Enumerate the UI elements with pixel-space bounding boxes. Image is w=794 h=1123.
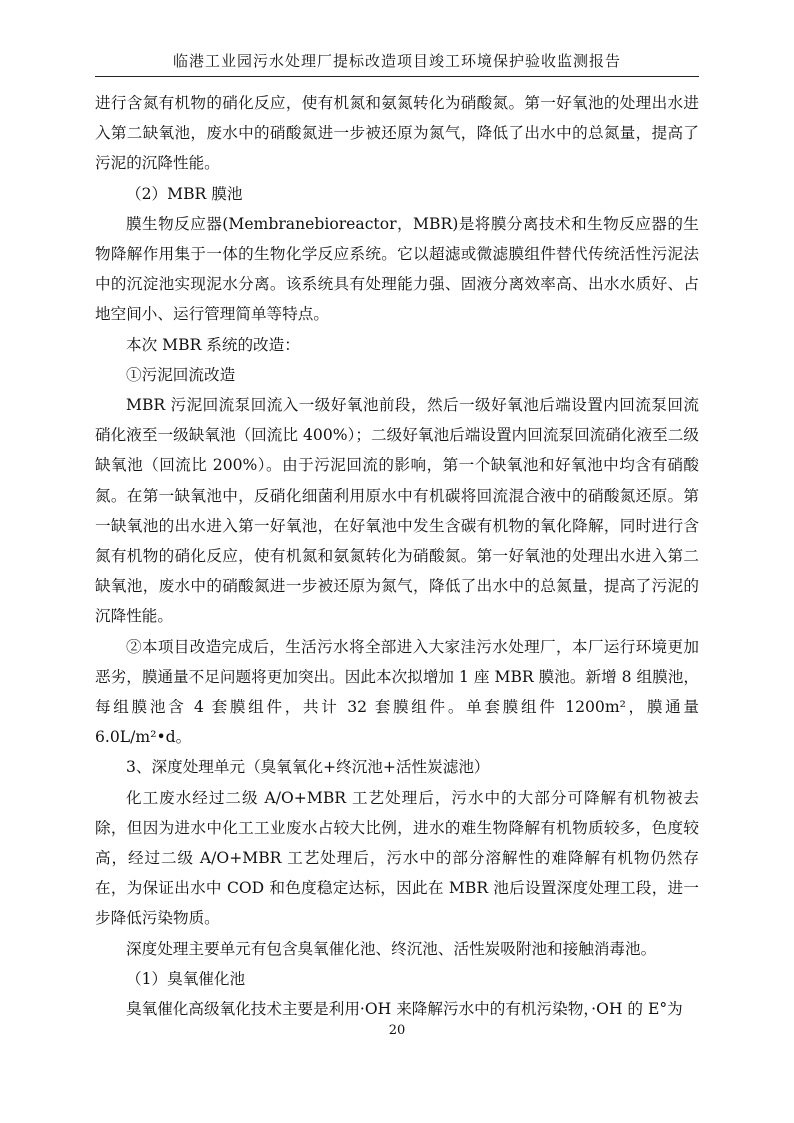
paragraph-membrane-expansion: ②本项目改造完成后，生活污水将全部进入大家洼污水处理厂，本厂运行环境更加恶劣，膜通量不足问题将更加突出。因此本次拟增加 1 座 MBR 膜池。新增 8 组膜池，每组膜池含 4 套膜组件，共计 32 套膜组件。单套膜组件 1200m²，膜通量 6.0L/m²•d。 [95,637,699,747]
page-number: 20 [388,1023,406,1038]
paragraph-sludge-return: MBR 污泥回流泵回流入一级好氧池前段，然后一级好氧池后端设置内回流泵回流硝化液至一级缺氧池（回流比 400%）；二级好氧池后端设置内回流泵回流硝化液至二级缺氧池（回流比 200%）。由于污泥回流的影响，第一个缺氧池和好氧池中均含有硝酸氮。在第一缺氧池中，反硝化细菌利用原水中有机碳将回流混合液中的硝酸氮还原。第一缺氧池的出水进入第一好氧池，在好氧池中发生含碳有机物的氧化降解，同时进行含氮有机物的硝化反应，使有机氮和氨氮转化为硝酸氮。第一好氧池的处理出水进入第二缺氧池，废水中的硝酸氮进一步被还原为氮气，降低了出水中的总氮量，提高了污泥的沉降性能。 [95,396,699,626]
header-divider [95,76,699,77]
page-header: 临港工业园污水处理厂提标改造项目竣工环境保护验收监测报告 [172,52,621,70]
section-heading-ozone: （1）臭氧催化池 [126,969,246,988]
document-body [95,88,699,1024]
section-heading-mbr: （2）MBR 膜池 [126,184,243,203]
subheading-sludge-return: ①污泥回流改造 [126,365,236,384]
paragraph-ozone: 臭氧催化高级氧化技术主要是利用·OH 来降解污水中的有机污染物，·OH 的 E°为 [126,1000,683,1019]
section-heading-advanced-treatment: 3、深度处理单元（臭氧氧化+终沉池+活性炭滤池） [126,758,490,777]
paragraph-continuation: 进行含氮有机物的硝化反应，使有机氮和氨氮转化为硝酸氮。第一好氧池的处理出水进入第二缺氧池，废水中的硝酸氮进一步被还原为氮气，降低了出水中的总氮量，提高了污泥的沉降性能。 [95,94,699,173]
paragraph-mbr-modification: 本次 MBR 系统的改造： [126,335,300,354]
paragraph-advanced-treatment: 化工废水经过二级 A/O+MBR 工艺处理后，污水中的大部分可降解有机物被去除，但因为进水中化工工业废水占较大比例，进水的难生物降解有机物质较多，色度较高，经过二级 A/O+MBR 工艺处理后，污水中的部分溶解性的难降解有机物仍然存在，为保证出水中 COD 和色度稳定达标，因此在 MBR 池后设置深度处理工段，进一步降低污染物质。 [95,788,699,928]
paragraph-advanced-units: 深度处理主要单元有包含臭氧催化池、终沉池、活性炭吸附池和接触消毒池。 [126,939,657,958]
paragraph-mbr-description: 膜生物反应器(Membranebioreactor，MBR)是将膜分离技术和生物反应器的生物降解作用集于一体的生物化学反应系统。它以超滤或微滤膜组件替代传统活性污泥法中的沉淀池实现泥水分离。该系统具有处理能力强、固液分离效率高、出水水质好、占地空间小、运行管理简单等特点。 [95,214,699,324]
